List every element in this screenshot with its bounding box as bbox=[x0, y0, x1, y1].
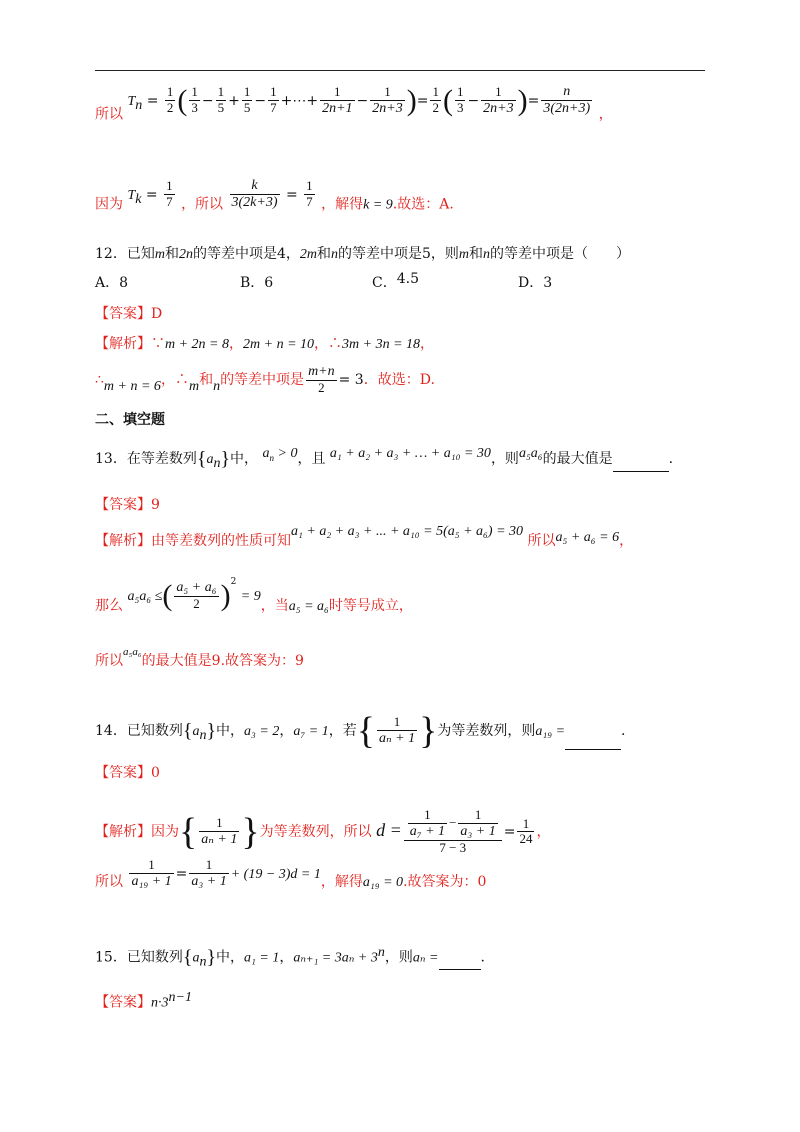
frac-result: $\frac{n}{3(2n+3)}$ bbox=[543, 84, 591, 117]
question-14: 14．已知数列$\{a_n\}$中，a₃ = 2，a₇ = 1，若{ $\frac{1}{\text{aₙ + 1}}$ }为等差数列，则a₁₉ = . bbox=[95, 710, 626, 752]
solution-line-tn-sum: 所以 $T_n$ = $\frac{1}{2}$ ( $\frac{1}{3}$ − $\frac{1}{5}$ + $\frac{1}{5}$ − $\frac{1}{7}$ +⋯+ $\frac{1}{2n+1}$ − $\frac{1}{2n+3}$ )= $\frac{1}{2}$ ( $\frac{1}{3}$ − $\frac{1}{2n+3}$ )= $\frac{n}{3(2n+3)}$ ， bbox=[95, 83, 613, 123]
option-d: D．3 bbox=[518, 275, 553, 291]
answer-15: 【答案】$n\cdot 3^{n-1}$ bbox=[95, 990, 192, 1011]
section-title-fill-blank: 二、填空题 bbox=[95, 412, 165, 428]
option-b: B．6 bbox=[240, 275, 274, 291]
answer-blank-13[interactable] bbox=[613, 457, 669, 472]
option-a: A．8 bbox=[95, 275, 129, 291]
text-suoyi: 所以 bbox=[95, 106, 123, 123]
option-c: C．4.5 bbox=[372, 271, 419, 291]
answer-blank-14[interactable] bbox=[565, 735, 621, 750]
analysis-14-line1: 【解析】因为{ $\frac{1}{\text{aₙ + 1}}$ }为等差数列，所以 d = $\frac{1}{\text{a₇ + 1}}$ − $\frac{1}{\text{a₃ + 1}}$ 7 − 3 = $\frac{1}{24}$ ， bbox=[95, 807, 551, 856]
math-Tn: T bbox=[127, 93, 136, 109]
question-12: 12．已知m和2n的等差中项是4，2m和n的等差中项是5，则m和n的等差中项是（ ） bbox=[95, 246, 631, 262]
answer-13: 【答案】9 bbox=[95, 497, 160, 513]
question-13: 13．在等差数列$\{a_n\}$中， $a_n > 0$，且 a₁ + a₂ + a₃ + … + a₁₀ = 30，则a₅a₆的最大值是 . bbox=[95, 446, 674, 471]
top-divider bbox=[95, 70, 705, 71]
answer-12: 【答案】D bbox=[95, 306, 163, 322]
answer-14: 【答案】0 bbox=[95, 765, 160, 781]
analysis-12-line2: ∴m + n = 6，∴m和n的等差中项是 $\frac{m+n}{2}$ = 3．故选：D. bbox=[95, 364, 435, 396]
analysis-14-line2: 所以 $\frac{1}{\text{a₁₉ + 1}}$ = $\frac{1}{\text{a₃ + 1}}$ + (19 − 3)d = 1，解得a₁₉ = 0.故答案为：0 bbox=[95, 857, 487, 891]
answer-blank-15[interactable] bbox=[439, 955, 481, 970]
solution-line-tk: 因为 $T_k$ = $\frac{1}{7}$ ，所以 $\frac{k}{3(2k+3)}$ = $\frac{1}{7}$ ，解得k = 9.故选：A. bbox=[95, 178, 454, 213]
frac-half: $\frac{1}{2}$ bbox=[166, 84, 174, 116]
analysis-13-line3: 所以$^{a_5a_6}$的最大值是9.故答案为：9 bbox=[95, 646, 304, 669]
analysis-12-line1: 【解析】∵m + 2n = 8，2m + n = 10，∴3m + 3n = 18， bbox=[95, 336, 435, 352]
analysis-13-line2: 那么 a₅a₆ ≤( $\frac{\text{a₅ + a₆}}{2}$ )$^2$ = 9，当a₅ = a₆时等号成立， bbox=[95, 577, 413, 615]
question-15: 15．已知数列$\{a_n\}$中，a₁ = 1，$a_{n+1} = 3a_n + 3^n$，则aₙ = . bbox=[95, 945, 485, 970]
analysis-13-line1: 【解析】由等差数列的性质可知a₁ + a₂ + a₃ + ... + a₁₀ = 5(a₅ + a₆) = 30 所以a₅ + a₆ = 6， bbox=[95, 524, 634, 549]
